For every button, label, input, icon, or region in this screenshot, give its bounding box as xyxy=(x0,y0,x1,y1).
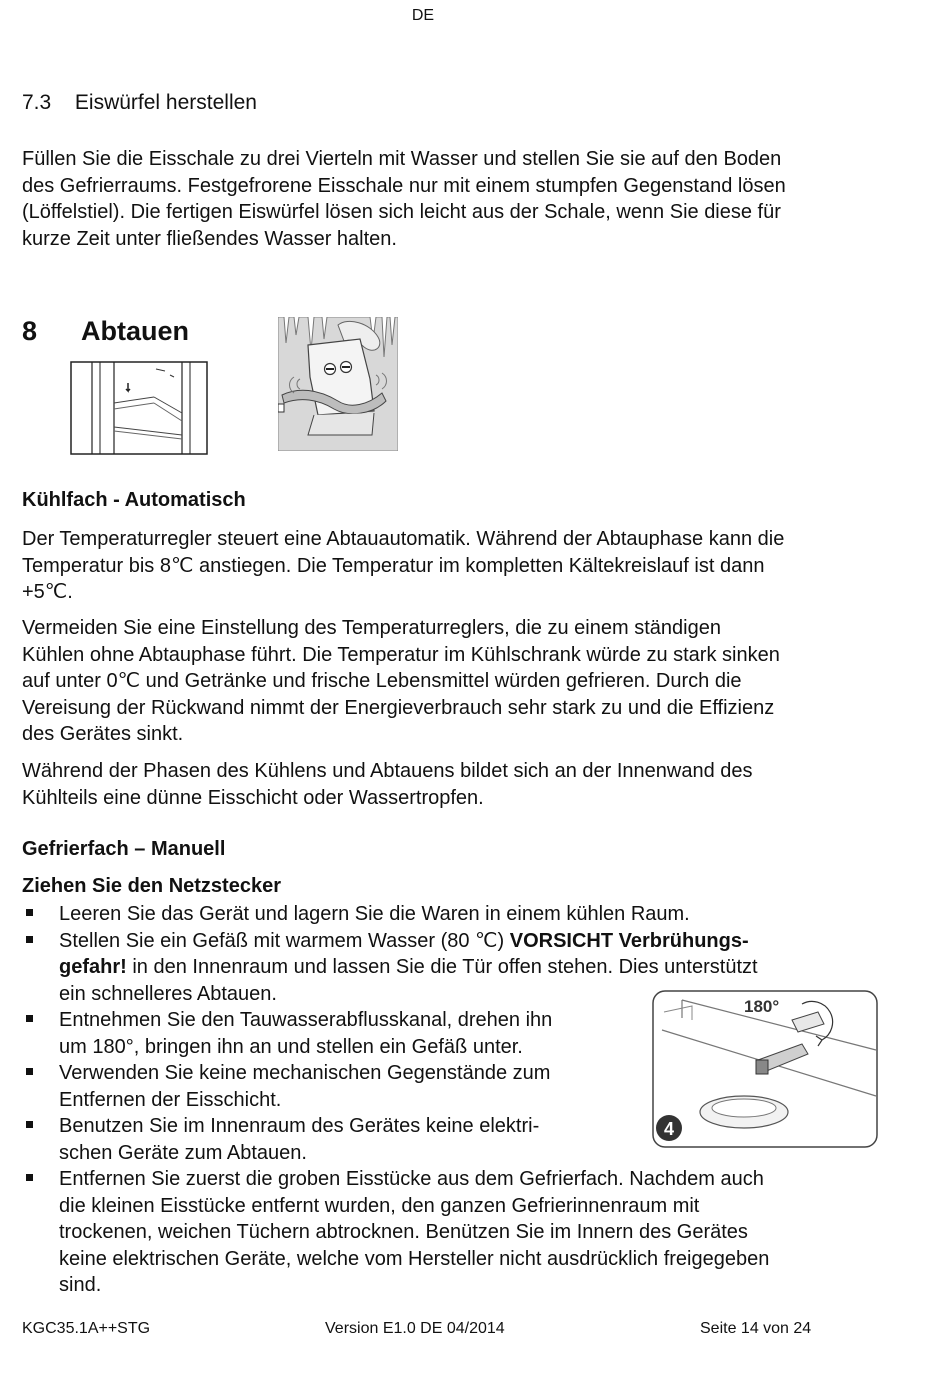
fridge-interior-illustration xyxy=(70,361,208,455)
bullet-text: Entnehmen Sie den Tauwasserabflusskanal, drehen ihn xyxy=(59,1009,553,1031)
page-header-language: DE xyxy=(411,7,435,24)
section-7-3-heading xyxy=(22,91,257,115)
step-number-label: 4 xyxy=(663,1119,675,1139)
fridge-paragraph-1 xyxy=(22,526,922,606)
text-line: Während der Phasen des Kühlens und Abtauens bildet sich an der Innenwand des xyxy=(22,760,753,782)
footer-model: KGC35.1A++STG xyxy=(22,1320,151,1337)
defrost-freezer-illustration xyxy=(278,317,398,451)
fridge-paragraph-2 xyxy=(22,615,922,748)
text-line: Kühlteils eine dünne Eisschicht oder Wassertropfen. xyxy=(22,786,484,809)
bullet-text: in den Innenraum und lassen Sie die Tür offen stehen. Dies unterstützt xyxy=(126,956,758,978)
bullet-square-icon xyxy=(26,1121,33,1128)
bullet-square-icon xyxy=(26,1068,33,1075)
text-line: kurze Zeit unter fließendes Wasser halten. xyxy=(22,227,397,250)
section-7-3-paragraph xyxy=(22,146,922,252)
section-title: Eiswürfel herstellen xyxy=(74,91,257,114)
bullet-square-icon xyxy=(26,936,33,943)
bullet-square-icon xyxy=(26,1015,33,1022)
text-line: des Gerätes sinkt. xyxy=(22,723,184,745)
bullet-text: Verwenden Sie keine mechanischen Gegenstände zum xyxy=(59,1062,551,1084)
bullet-text: Stellen Sie ein Gefäß mit warmem Wasser (80 ℃) xyxy=(59,929,510,952)
text-line: Füllen Sie die Eisschale zu drei Vierteln mit Wasser und stellen Sie sie auf den Boden xyxy=(22,148,782,170)
bullet-text: trockenen, weichen Tüchern abtrocknen. Benützen Sie im Innern des Gerätes xyxy=(59,1221,748,1243)
bullet-text: Benutzen Sie im Innenraum des Gerätes keine elektri- xyxy=(59,1115,540,1137)
section-number: 7.3 xyxy=(22,91,52,114)
text-line: auf unter 0℃ und Getränke und frische Lebensmittel würden gefrieren. Durch die xyxy=(22,670,742,692)
drain-channel-illustration xyxy=(652,990,878,1148)
list-item xyxy=(22,901,902,928)
text-line: des Gefrierraums. Festgefrorene Eisschale nur mit einem stumpfen Gegenstand lösen xyxy=(22,174,786,197)
bullet-text: Entfernen der Eisschicht. xyxy=(59,1088,282,1111)
bullet-text: schen Geräte zum Abtauen. xyxy=(59,1141,307,1164)
freezer-section-heading: Gefrierfach – Manuell xyxy=(22,838,226,860)
section-number: 8 xyxy=(22,316,38,346)
text-line: Kühlen ohne Abtauphase führt. Die Temperatur im Kühlschrank würde zu stark sinken xyxy=(22,643,780,666)
section-title: Abtauen xyxy=(81,316,190,346)
list-item xyxy=(22,1166,902,1299)
fridge-paragraph-3 xyxy=(22,758,922,811)
bullet-square-icon xyxy=(26,909,33,916)
rotation-angle-label: 180° xyxy=(744,997,780,1016)
text-line: Der Temperaturregler steuert eine Abtauautomatik. Während der Abtauphase kann die xyxy=(22,528,785,550)
bullet-text: keine elektrischen Geräte, welche vom Hersteller nicht ausdrücklich freigegeben xyxy=(59,1247,770,1270)
text-line: +5℃. xyxy=(22,581,73,603)
footer-version: Version E1.0 DE 04/2014 xyxy=(325,1320,505,1337)
freezer-subheading: Ziehen Sie den Netzstecker xyxy=(22,875,281,897)
bullet-text: ein schnelleres Abtauen. xyxy=(59,982,277,1005)
text-line: (Löffelstiel). Die fertigen Eiswürfel lösen sich leicht aus der Schale, wenn Sie diese für xyxy=(22,201,781,223)
text-line: Vereisung der Rückwand nimmt der Energieverbrauch sehr stark zu und die Effizienz xyxy=(22,696,775,719)
warning-text: gefahr! xyxy=(59,956,127,978)
bullet-text: Leeren Sie das Gerät und lagern Sie die Waren in einem kühlen Raum. xyxy=(59,903,690,925)
bullet-square-icon xyxy=(26,1174,33,1181)
warning-text: VORSICHT Verbrühungs- xyxy=(509,929,749,952)
footer-page-number: Seite 14 von 24 xyxy=(700,1320,812,1337)
bullet-text: Entfernen Sie zuerst die groben Eisstücke aus dem Gefrierfach. Nachdem auch xyxy=(59,1168,764,1190)
bullet-text: sind. xyxy=(59,1274,102,1296)
bullet-text: die kleinen Eisstücke entfernt wurden, den ganzen Gefrierinnenraum mit xyxy=(59,1194,700,1217)
bullet-text: um 180°, bringen ihn an und stellen ein Gefäß unter. xyxy=(59,1035,523,1058)
text-line: Vermeiden Sie eine Einstellung des Temperaturreglers, die zu einem ständigen xyxy=(22,617,721,639)
section-8-heading xyxy=(22,316,189,347)
fridge-section-heading: Kühlfach - Automatisch xyxy=(22,489,246,511)
text-line: Temperatur bis 8℃ anstiegen. Die Temperatur im kompletten Kältekreislauf ist dann xyxy=(22,554,765,577)
